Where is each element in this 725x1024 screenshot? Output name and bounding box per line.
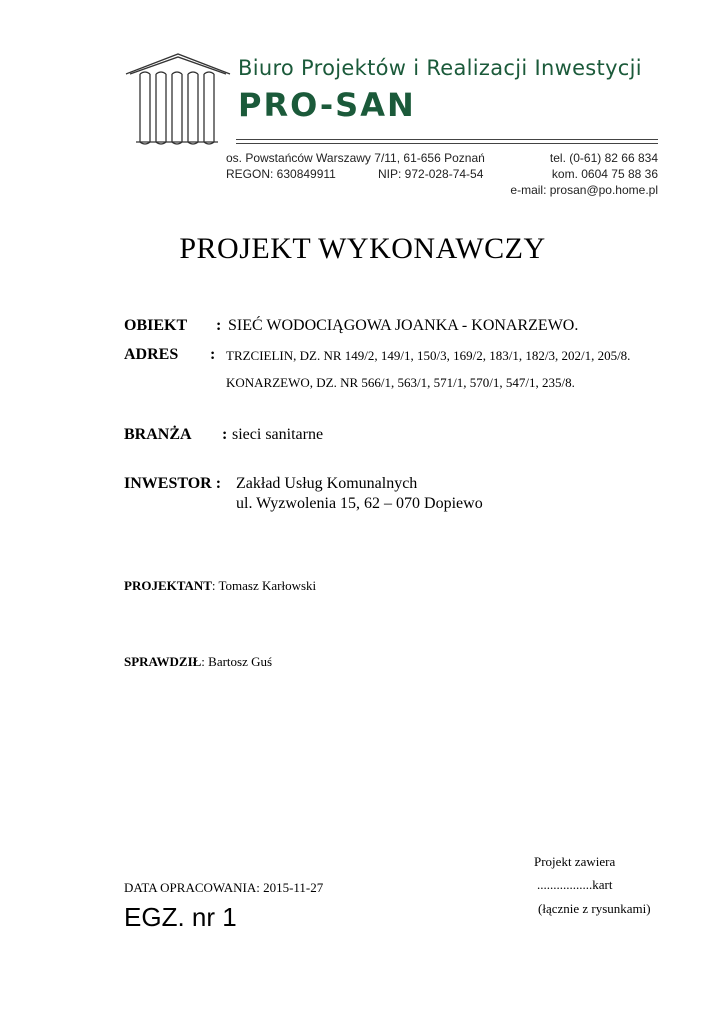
projekt-zawiera-line-2: .................kart — [537, 877, 613, 892]
sprawdzil-row — [124, 654, 272, 670]
company-logo — [124, 52, 232, 152]
phone-text: tel. (0-61) 82 66 834 — [549, 151, 658, 165]
nip-text: NIP: 972-028-74-54 — [378, 167, 484, 181]
obiekt-value: SIEĆ WODOCIĄGOWA JOANKA - KONARZEWO. — [228, 317, 579, 334]
inwestor-line-2: ul. Wyzwolenia 15, 62 – 070 Dopiewo — [236, 495, 483, 512]
projektant-row — [124, 578, 316, 594]
sprawdzil-label: SPRAWDZIŁ — [124, 654, 202, 669]
projekt-zawiera-line-3: (łącznie z rysunkami) — [538, 901, 651, 916]
branza-value: sieci sanitarne — [232, 426, 324, 443]
email-text: e-mail: prosan@po.home.pl — [510, 183, 658, 197]
mobile-text: kom. 0604 75 88 36 — [551, 167, 658, 181]
adres-colon: : — [210, 346, 216, 363]
sprawdzil-value: : Bartosz Guś — [201, 654, 273, 669]
projekt-zawiera-line-1: Projekt zawiera — [534, 854, 616, 869]
egz-number: EGZ. nr 1 — [124, 902, 237, 932]
obiekt-colon: : — [216, 317, 222, 334]
branza-colon: : — [222, 426, 228, 443]
regon-text: REGON: 630849911 — [226, 167, 336, 181]
header-divider — [236, 143, 658, 144]
inwestor-line-1: Zakład Usług Komunalnych — [236, 475, 418, 492]
page-title: PROJEKT WYKONAWCZY — [179, 232, 546, 265]
branza-label: BRANŻA — [124, 426, 192, 443]
obiekt-label: OBIEKT — [124, 317, 188, 334]
projektant-value: : Tomasz Karłowski — [211, 578, 317, 593]
address-text: os. Powstańców Warszawy 7/11, 61-656 Poznań — [226, 151, 485, 165]
adres-label: ADRES — [124, 346, 179, 363]
adres-line-1: TRZCIELIN, DZ. NR 149/2, 149/1, 150/3, 169/2, 183/1, 182/3, 202/1, 205/8. — [226, 348, 631, 363]
projektant-label: PROJEKTANT — [124, 578, 212, 593]
data-opracowania: DATA OPRACOWANIA: 2015-11-27 — [124, 880, 324, 895]
header-divider — [236, 139, 658, 140]
adres-line-2: KONARZEWO, DZ. NR 566/1, 563/1, 571/1, 570/1, 547/1, 235/8. — [226, 375, 575, 390]
company-name: Biuro Projektów i Realizacji Inwestycji — [238, 56, 642, 80]
brand-name: PRO-SAN — [238, 86, 416, 124]
inwestor-label: INWESTOR : — [124, 475, 222, 492]
